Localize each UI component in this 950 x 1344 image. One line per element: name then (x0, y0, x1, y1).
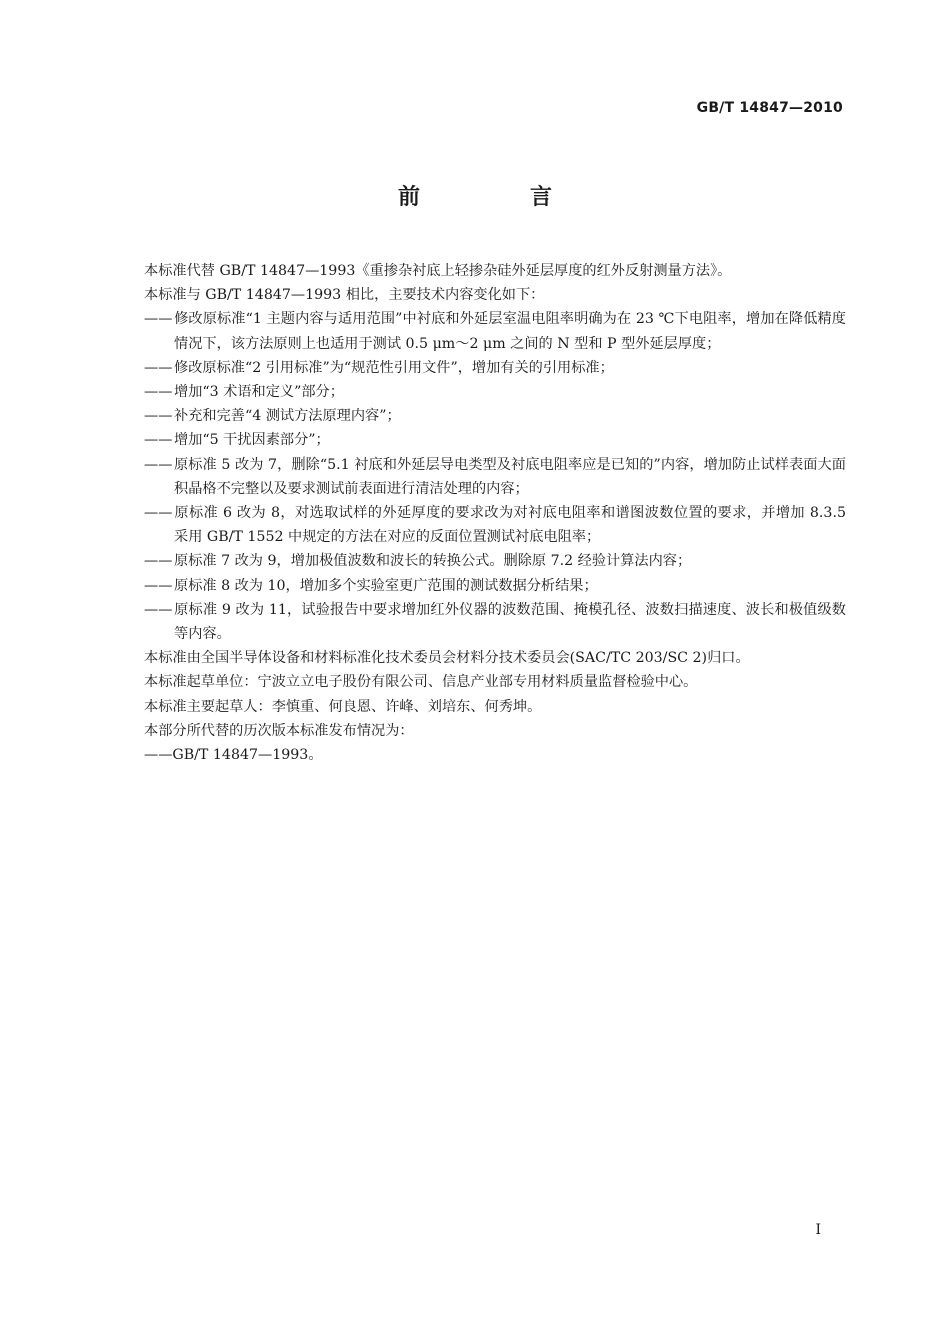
dash-marker: —— (144, 601, 173, 618)
change-item (144, 549, 846, 573)
closing-paragraph: 本标准由全国半导体设备和材料标准化技术委员会材料分技术委员会(SAC/TC 203/SC 2)归口。 (144, 650, 750, 667)
change-item (144, 356, 846, 380)
change-text: 原标准 6 改为 8，对选取试样的外延厚度的要求改为对衬底电阻率和谱图波数位置的要求，并增加 8.3.5 采用 GB/T 1552 中规定的方法在对应的反面位置测试衬底电阻率； (174, 505, 846, 546)
dash-marker: —— (144, 456, 173, 473)
page-number: I (815, 1222, 821, 1238)
dash-marker: —— (144, 359, 173, 376)
change-text: 原标准 5 改为 7，删除“5.1 衬底和外延层导电类型及衬底电阻率应是已知的”内容，增加防止试样表面大面积晶格不完整以及要求测试前表面进行清洁处理的内容； (174, 456, 846, 497)
dash-marker: —— (144, 505, 173, 522)
dash-marker: —— (144, 553, 173, 570)
page-title: 前 言 (397, 185, 596, 210)
change-item (144, 574, 846, 598)
dash-marker: —— (144, 432, 173, 449)
closing-paragraph: 本部分所代替的历次版本标准发布情况为： (144, 722, 414, 739)
change-text: 补充和完善“4 测试方法原理内容”； (174, 408, 401, 425)
change-item (144, 380, 846, 404)
dash-marker: —— (144, 408, 173, 425)
change-item (144, 404, 846, 428)
dash-marker: —— (144, 577, 173, 594)
history-text: GB/T 14847—1993。 (172, 747, 323, 764)
change-text: 修改原标准“1 主题内容与适用范围”中衬底和外延层室温电阻率明确为在 23 ℃下电阻率，增加在降低精度情况下，该方法原则上也适用于测试 0.5 μm～2 μm 之间的 N 型和 P 型外延层厚度； (174, 311, 846, 352)
change-text: 原标准 7 改为 9，增加极值波数和波长的转换公式。删除原 7.2 经验计算法内容； (174, 553, 692, 570)
closing-paragraph: 本标准主要起草人：李慎重、何良恩、许峰、刘培东、何秀坤。 (144, 698, 542, 715)
intro-paragraph: 本标准与 GB/T 14847—1993 相比，主要技术内容变化如下： (144, 287, 545, 304)
closing-paragraph: 本标准起草单位：宁波立立电子股份有限公司、信息产业部专用材料质量监督检验中心。 (144, 674, 698, 691)
change-item (144, 598, 846, 646)
change-item (144, 501, 846, 549)
change-item (144, 453, 846, 501)
change-item (144, 428, 846, 452)
change-text: 原标准 9 改为 11，试验报告中要求增加红外仪器的波数范围、掩模孔径、波数扫描速度、波长和极值级数等内容。 (174, 601, 846, 643)
intro-paragraph: 本标准代替 GB/T 14847—1993《重掺杂衬底上轻掺杂硅外延层厚度的红外反射测量方法》。 (144, 263, 732, 279)
dash-marker: —— (144, 384, 173, 401)
change-text: 增加“3 术语和定义”部分； (174, 384, 344, 401)
document-body (144, 259, 846, 767)
dash-marker: —— (144, 747, 173, 764)
history-item (144, 743, 846, 767)
standard-code: GB/T 14847—2010 (696, 100, 843, 116)
change-text: 增加“5 干扰因素部分”； (174, 432, 330, 449)
change-item (144, 307, 846, 355)
change-text: 原标准 8 改为 10，增加多个实验室更广范围的测试数据分析结果； (174, 577, 598, 594)
change-text: 修改原标准“2 引用标准”为“规范性引用文件”，增加有关的引用标准； (174, 359, 614, 376)
dash-marker: —— (144, 311, 173, 328)
